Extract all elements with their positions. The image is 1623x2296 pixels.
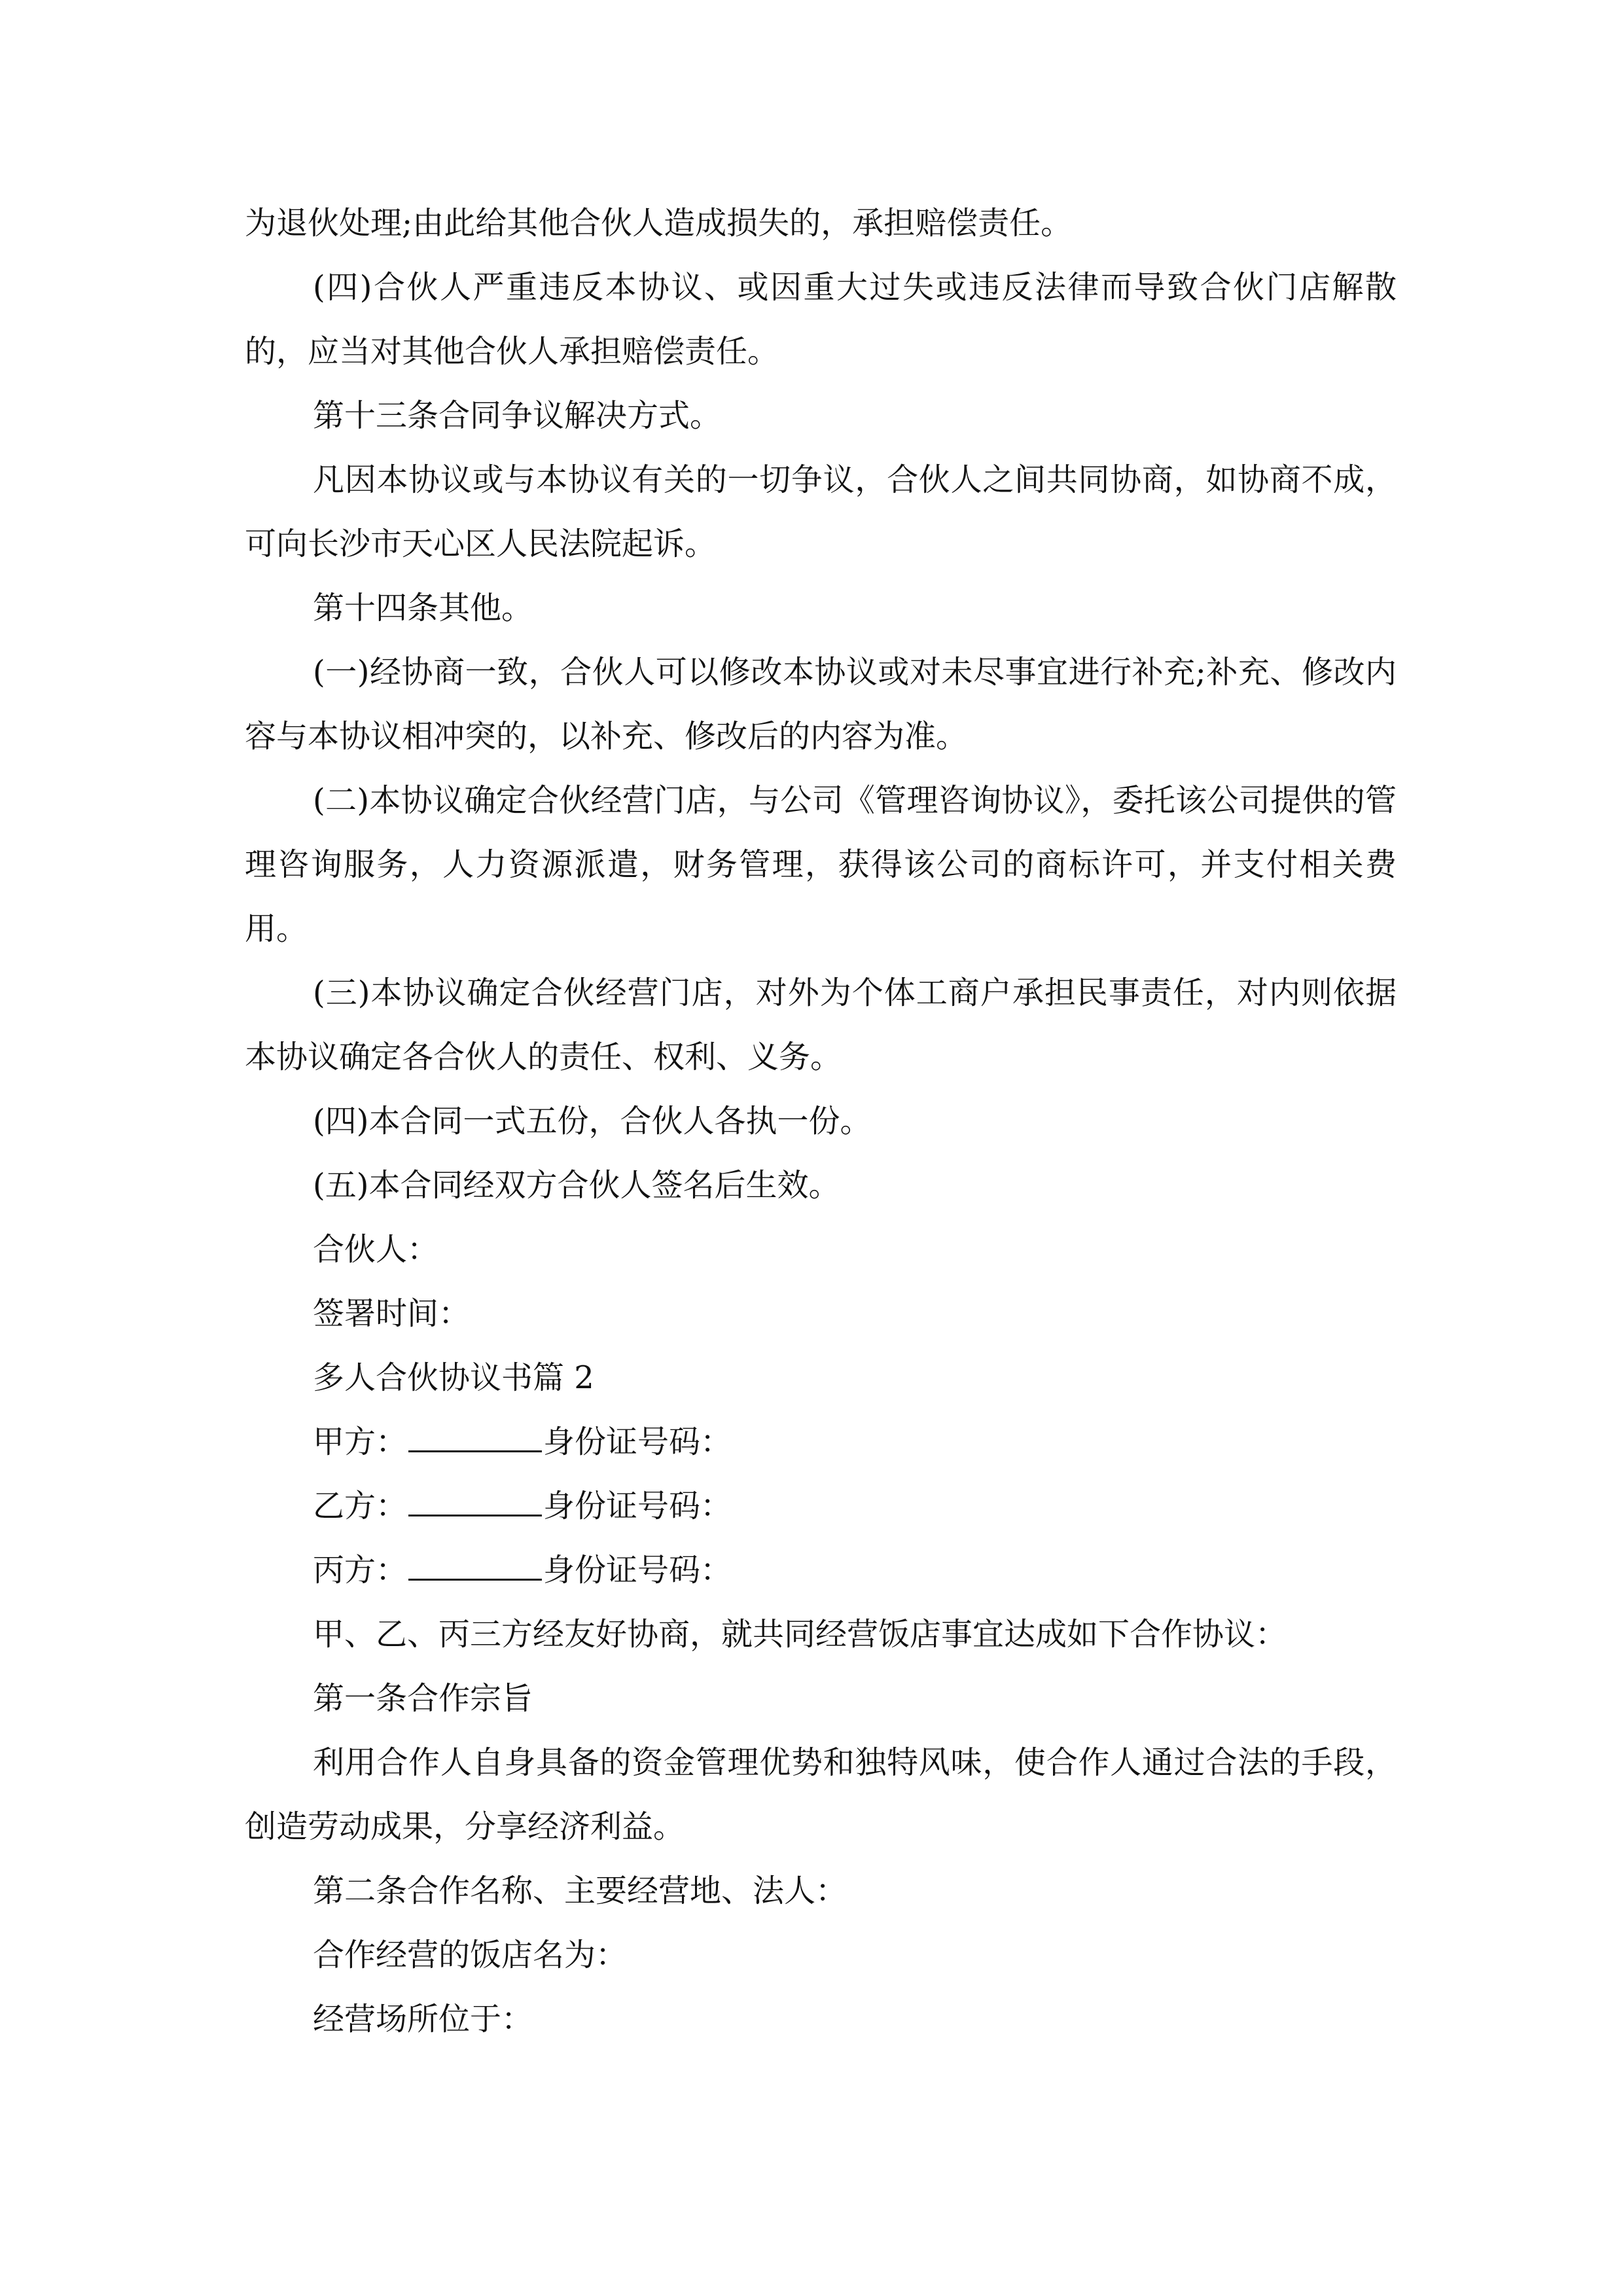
- heading-article-2: 第二条合作名称、主要经营地、法人：: [313, 1873, 847, 1909]
- paragraph-other-4: (四)本合同一式五份，合伙人各执一份。: [313, 1103, 872, 1139]
- party-c-line: [245, 1538, 1397, 1602]
- paragraph-dispute-resolution: 凡因本协议或与本协议有关的一切争议，合伙人之间共同协商，如协商不成，可向长沙市天心区人民法院起诉。: [245, 461, 1397, 562]
- paragraph-other-5: (五)本合同经双方合伙人签名后生效。: [313, 1167, 840, 1204]
- paragraph-agreement-intro: 甲、乙、丙三方经友好协商，就共同经营饭店事宜达成如下合作协议：: [313, 1616, 1287, 1653]
- paragraph-other-3: (三)本协议确定合伙经营门店，对外为个体工商户承担民事责任，对内则依据本协议确定各合伙人的责任、权利、义务。: [245, 975, 1397, 1075]
- party-b-name-blank: [408, 1488, 542, 1516]
- party-a-id-label: 身份证号码：: [543, 1424, 732, 1460]
- business-location-label: 经营场所位于：: [313, 2001, 533, 2037]
- paragraph-cooperation-purpose: 利用合作人自身具备的资金管理优势和独特风味，使合作人通过合法的手段，创造劳动成果，分享经济利益。: [245, 1744, 1397, 1845]
- party-a-label: 甲方：: [313, 1424, 408, 1460]
- section-title-agreement-2: 多人合伙协议书篇 2: [313, 1359, 594, 1396]
- restaurant-name-label: 合作经营的饭店名为：: [313, 1937, 628, 1973]
- paragraph-withdrawal-handling: 为退伙处理;由此给其他合伙人造成损失的，承担赔偿责任。: [245, 205, 1073, 242]
- paragraph-clause-4-compensation: (四)合伙人严重违反本协议、或因重大过失或违反法律而导致合伙门店解散的，应当对其他合伙人承担赔偿责任。: [245, 269, 1397, 370]
- party-c-name-blank: [408, 1552, 542, 1581]
- paragraph-other-2: (二)本协议确定合伙经营门店，与公司《管理咨询协议》，委托该公司提供的管理咨询服务，人力资源派遣，财务管理，获得该公司的商标许可，并支付相关费用。: [245, 782, 1397, 947]
- heading-article-14: 第十四条其他。: [313, 590, 533, 626]
- heading-article-13: 第十三条合同争议解决方式。: [313, 397, 722, 434]
- party-c-id-label: 身份证号码：: [543, 1552, 732, 1588]
- party-b-line: [245, 1474, 1397, 1538]
- paragraph-other-1: (一)经协商一致，合伙人可以修改本协议或对未尽事宜进行补充;补充、修改内容与本协议相冲突的，以补充、修改后的内容为准。: [245, 654, 1397, 755]
- heading-article-1: 第一条合作宗旨: [313, 1680, 533, 1717]
- party-c-label: 丙方：: [313, 1552, 408, 1588]
- signature-date-label: 签署时间：: [313, 1295, 471, 1332]
- party-a-name-blank: [408, 1424, 542, 1452]
- party-a-line: [245, 1410, 1397, 1474]
- party-b-id-label: 身份证号码：: [543, 1488, 732, 1524]
- signature-partner-label: 合伙人：: [313, 1231, 439, 1268]
- party-b-label: 乙方：: [313, 1488, 408, 1524]
